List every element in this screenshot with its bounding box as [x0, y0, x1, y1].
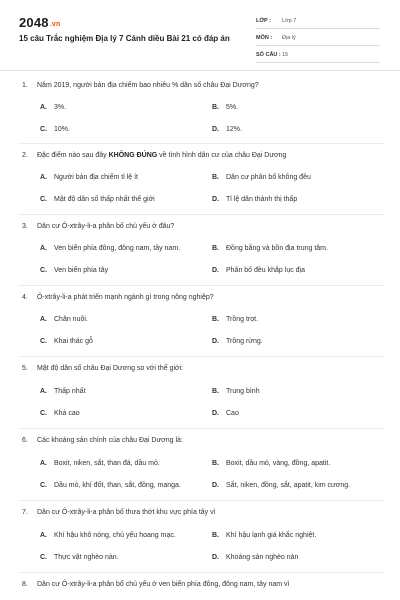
- question-3-option-a[interactable]: [40, 245, 180, 252]
- question-4-option-b[interactable]: [212, 316, 258, 323]
- question-text: Mật độ dân số châu Đại Dương so với thế giới:: [37, 365, 184, 372]
- option-letter: B.: [212, 532, 219, 539]
- option-letter: B.: [212, 174, 219, 181]
- question-7-option-b[interactable]: [212, 532, 316, 539]
- question-3: [22, 223, 174, 230]
- option-letter: A.: [40, 174, 47, 181]
- option-text: Cao: [226, 410, 239, 417]
- option-text: Thực vật nghèo nàn.: [54, 554, 119, 561]
- option-letter: B.: [212, 245, 219, 252]
- option-text: 3%.: [54, 104, 67, 111]
- site-logo[interactable]: [19, 15, 60, 30]
- question-2: [22, 152, 286, 159]
- question-3-option-b[interactable]: [212, 245, 328, 252]
- question-divider: [18, 500, 384, 501]
- question-text: Ô-xtrây-li-a phát triển mạnh ngành gì trong nông nghiệp?: [37, 294, 214, 301]
- option-text: 12%.: [226, 126, 242, 133]
- option-text: 10%.: [54, 126, 70, 133]
- option-letter: B.: [212, 104, 219, 111]
- meta-row-class: [256, 14, 380, 29]
- question-7-option-d[interactable]: [212, 554, 298, 561]
- option-letter: C.: [40, 554, 47, 561]
- option-text: Sắt, niken, đồng, sắt, apatit, kim cương.: [226, 482, 351, 489]
- question-2-option-a[interactable]: [40, 174, 138, 181]
- question-number: 5.: [22, 365, 28, 372]
- option-letter: D.: [212, 410, 219, 417]
- question-number: 2.: [22, 152, 28, 159]
- meta-value: 15: [282, 52, 289, 58]
- meta-box: [256, 14, 380, 65]
- question-text: Dân cư Ô-xtrây-li-a phân bố chủ yếu ở ven biển phía đông, đông nam, tây nam vì: [37, 581, 290, 588]
- question-1-option-a[interactable]: [40, 104, 66, 111]
- option-text: Khá cao: [54, 410, 80, 417]
- option-text: Người bản địa chiếm tỉ lệ ít: [54, 174, 138, 181]
- question-text: Dân cư Ô-xtrây-li-a phân bố chủ yếu ở đâu?: [37, 223, 175, 230]
- option-text: Trung bình: [226, 388, 260, 395]
- option-text: Trồng rừng.: [226, 338, 263, 345]
- option-text: Boxit, dầu mỏ, vàng, đồng, apatit.: [226, 460, 331, 467]
- question-divider: [18, 356, 384, 357]
- question-text: về tình hình dân cư của châu Đại Dương: [157, 152, 287, 159]
- option-text: Ven biển phía tây: [54, 267, 109, 274]
- option-text: Trồng trọt.: [226, 316, 259, 323]
- option-text: 5%.: [226, 104, 239, 111]
- logo-suffix: .vn: [49, 21, 61, 28]
- option-letter: A.: [40, 245, 47, 252]
- question-4: [22, 294, 214, 301]
- option-text: Chăn nuôi.: [54, 316, 88, 323]
- option-text: Boxit, niken, sắt, than đá, dầu mỏ.: [54, 460, 160, 467]
- option-text: Thấp nhất: [54, 388, 86, 395]
- question-5-option-d[interactable]: [212, 410, 239, 417]
- option-text: Dầu mỏ, khí đốt, than, sắt, đồng, manga.: [54, 482, 181, 489]
- option-letter: C.: [40, 482, 47, 489]
- question-number: 8.: [22, 581, 28, 588]
- logo-text: 2048: [19, 15, 49, 30]
- question-number: 1.: [22, 82, 28, 89]
- meta-row-count: [256, 48, 380, 63]
- option-letter: C.: [40, 196, 47, 203]
- page-title: 15 câu Trắc nghiệm Địa lý 7 Cánh diều Bài 21 có đáp án: [19, 34, 230, 43]
- question-divider: [18, 214, 384, 215]
- option-letter: A.: [40, 388, 47, 395]
- question-number: 4.: [22, 294, 28, 301]
- meta-value: Địa lý: [282, 35, 296, 41]
- question-number: 3.: [22, 223, 28, 230]
- question-8: [22, 581, 289, 588]
- option-text: Tỉ lệ dân thành thị thấp: [226, 196, 298, 203]
- question-5-option-a[interactable]: [40, 388, 86, 395]
- question-text: Dân cư Ô-xtrây-li-a phân bố thưa thớt khu vực phía tây vì: [37, 509, 216, 516]
- option-text: Khai thác gỗ: [54, 338, 93, 345]
- question-1-option-b[interactable]: [212, 104, 238, 111]
- option-text: Khí hậu khô nóng, chủ yếu hoang mạc.: [54, 532, 176, 539]
- question-4-option-a[interactable]: [40, 316, 88, 323]
- option-letter: D.: [212, 126, 219, 133]
- question-text: Năm 2019, người bản địa chiếm bao nhiêu % dân số châu Đại Dương?: [37, 82, 259, 89]
- question-5-option-b[interactable]: [212, 388, 260, 395]
- option-letter: A.: [40, 104, 47, 111]
- option-letter: A.: [40, 316, 47, 323]
- option-text: Phân bố đều khắp lục địa: [226, 267, 306, 274]
- question-divider: [18, 143, 384, 144]
- question-7-option-c[interactable]: [40, 554, 119, 561]
- worksheet-header: [0, 0, 400, 71]
- question-6-option-b[interactable]: [212, 460, 330, 467]
- option-text: Đồng bằng và bồn địa trung tâm.: [226, 245, 328, 252]
- meta-label: LỚP :: [256, 18, 271, 24]
- meta-row-subject: [256, 31, 380, 46]
- question-text: Đặc điểm nào sau đây: [37, 152, 109, 159]
- question-1: [22, 82, 259, 89]
- question-emphasis: KHÔNG ĐÚNG: [108, 152, 158, 159]
- option-letter: C.: [40, 267, 47, 274]
- option-letter: D.: [212, 338, 219, 345]
- option-letter: D.: [212, 554, 219, 561]
- question-3-option-d[interactable]: [212, 267, 305, 274]
- question-text: Các khoáng sản chính của châu Đại Dương là:: [37, 437, 183, 444]
- option-text: Khí hậu lạnh giá khắc nghiệt.: [226, 532, 317, 539]
- question-divider: [18, 285, 384, 286]
- option-letter: C.: [40, 126, 47, 133]
- option-letter: D.: [212, 482, 219, 489]
- meta-label: MÔN :: [256, 35, 273, 41]
- question-5: [22, 365, 183, 372]
- question-6: [22, 437, 183, 444]
- question-4-option-d[interactable]: [212, 338, 263, 345]
- question-2-option-c[interactable]: [40, 196, 155, 203]
- option-letter: A.: [40, 460, 47, 467]
- option-text: Ven biển phía đông, đông nam, tây nam.: [54, 245, 181, 252]
- question-number: 7.: [22, 509, 28, 516]
- question-6-option-c[interactable]: [40, 482, 181, 489]
- option-text: Dân cư phân bố không đều: [226, 174, 311, 181]
- meta-label: SỐ CÂU :: [256, 52, 281, 58]
- question-6-option-d[interactable]: [212, 482, 350, 489]
- question-7: [22, 509, 216, 516]
- option-letter: B.: [212, 316, 219, 323]
- meta-value: Lớp 7: [282, 18, 297, 24]
- question-divider: [18, 428, 384, 429]
- question-2-option-b[interactable]: [212, 174, 311, 181]
- question-5-option-c[interactable]: [40, 410, 80, 417]
- option-letter: D.: [212, 267, 219, 274]
- option-letter: D.: [212, 196, 219, 203]
- question-4-option-c[interactable]: [40, 338, 93, 345]
- option-text: Mật độ dân số thấp nhất thế giới: [54, 196, 155, 203]
- question-6-option-a[interactable]: [40, 460, 160, 467]
- question-number: 6.: [22, 437, 28, 444]
- option-letter: B.: [212, 388, 219, 395]
- option-letter: C.: [40, 410, 47, 417]
- question-3-option-c[interactable]: [40, 267, 108, 274]
- question-1-option-c[interactable]: [40, 126, 70, 133]
- option-letter: A.: [40, 532, 47, 539]
- question-divider: [18, 572, 384, 573]
- option-text: Khoáng sản nghèo nàn: [226, 554, 299, 561]
- question-7-option-a[interactable]: [40, 532, 176, 539]
- option-letter: B.: [212, 460, 219, 467]
- question-2-option-d[interactable]: [212, 196, 297, 203]
- question-1-option-d[interactable]: [212, 126, 242, 133]
- option-letter: C.: [40, 338, 47, 345]
